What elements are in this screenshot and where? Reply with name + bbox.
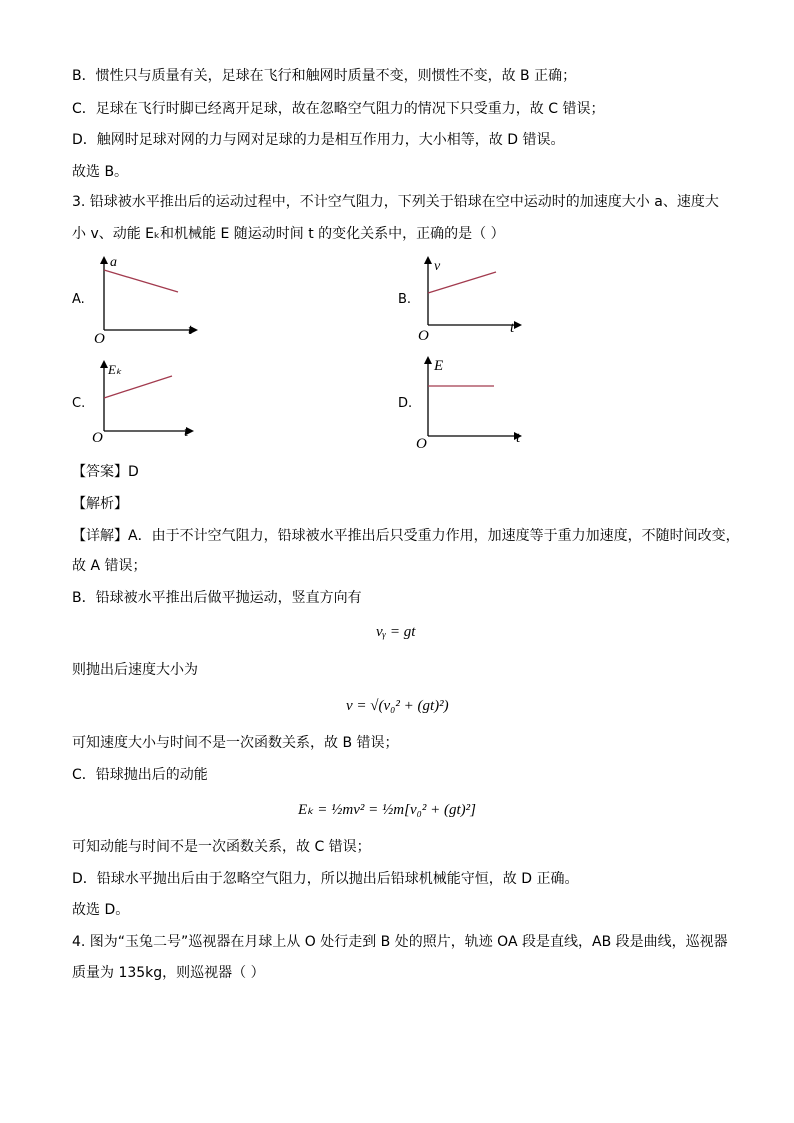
detail-c-line2: 可知动能与时间不是一次函数关系，故 C 错误； — [72, 839, 371, 855]
graph-d-ylabel: E — [434, 358, 444, 374]
graph-a — [90, 252, 200, 344]
graph-c — [90, 356, 200, 448]
graph-b-xlabel: t — [510, 320, 515, 336]
detail-b-line2: 则抛出后速度大小为 — [72, 662, 198, 678]
option-a-label: A. — [72, 292, 85, 307]
option-b-label: B. — [398, 292, 412, 307]
graph-a-line — [104, 270, 178, 292]
detail-a-line1: 【详解】A．由于不计空气阻力，铅球被水平推出后只受重力作用，加速度等于重力加速度，不随时间改变， — [72, 528, 740, 544]
prev-solution-c: C．足球在飞行时脚已经离开足球，故在忽略空气阻力的情况下只受重力，故 C 错误； — [72, 101, 605, 117]
detail-d-line1: D．铅球水平抛出后由于忽略空气阻力，所以抛出后铅球机械能守恒，故 D 正确。 — [72, 871, 579, 887]
graph-b-x-arrow — [514, 321, 522, 329]
q4-stem-line1: 4. 图为“玉兔二号”巡视器在月球上从 O 处行走到 B 处的照片，轨迹 OA 段是直线，AB 段是曲线，巡视器 — [72, 934, 728, 950]
graph-b — [414, 252, 524, 344]
detail-b-line1: B．铅球被水平推出后做平抛运动，竖直方向有 — [72, 590, 362, 606]
graph-c-origin: O — [92, 430, 103, 446]
graph-d — [414, 352, 528, 452]
detail-b-line3: 可知速度大小与时间不是一次函数关系，故 B 错误； — [72, 735, 399, 751]
graph-d-xlabel: t — [516, 430, 521, 446]
analysis-heading: 【解析】 — [72, 496, 128, 512]
option-c-label: C. — [72, 396, 86, 411]
prev-solution-d: D．触网时足球对网的力与网对足球的力是相互作用力，大小相等，故 D 错误。 — [72, 132, 565, 148]
prev-solution-b: B．惯性只与质量有关，足球在飞行和触网时质量不变，则惯性不变，故 B 正确； — [72, 68, 577, 84]
graph-d-origin: O — [416, 436, 427, 452]
graph-a-xlabel: t — [188, 322, 193, 338]
graph-c-xlabel: t — [184, 424, 189, 440]
graph-c-line — [104, 376, 172, 398]
answer: 【答案】D — [72, 464, 139, 480]
q3-stem-line2: 小 v、动能 Eₖ和机械能 E 随运动时间 t 的变化关系中，正确的是（ ） — [72, 226, 505, 242]
detail-a-line2: 故 A 错误； — [72, 558, 147, 574]
graph-b-y-arrow — [424, 256, 432, 264]
graph-b-line — [428, 272, 496, 293]
graph-b-ylabel: v — [434, 259, 441, 274]
equation-vy: vᵧ = gt — [376, 624, 416, 640]
graph-b-origin: O — [418, 328, 429, 344]
graph-c-ylabel: Eₖ — [108, 362, 122, 377]
equation-ek: Eₖ = ½mv² = ½m[v₀² + (gt)²] — [298, 802, 476, 818]
detail-c-line1: C．铅球抛出后的动能 — [72, 767, 208, 783]
q4-stem-line2: 质量为 135kg，则巡视器（ ） — [72, 965, 265, 981]
graph-d-y-arrow — [424, 356, 432, 364]
graph-a-origin: O — [94, 331, 105, 344]
equation-v: v = √(v₀² + (gt)²) — [346, 698, 449, 714]
prev-conclusion: 故选 B。 — [72, 164, 129, 180]
graph-a-ylabel: a — [110, 255, 117, 270]
option-d-label: D. — [398, 396, 413, 411]
graph-c-y-arrow — [100, 360, 108, 368]
q3-conclusion: 故选 D。 — [72, 902, 130, 918]
graph-a-y-arrow — [100, 256, 108, 264]
q3-stem-line1: 3. 铅球被水平推出后的运动过程中，不计空气阻力，下列关于铅球在空中运动时的加速度大小 a、速度大 — [72, 194, 719, 210]
